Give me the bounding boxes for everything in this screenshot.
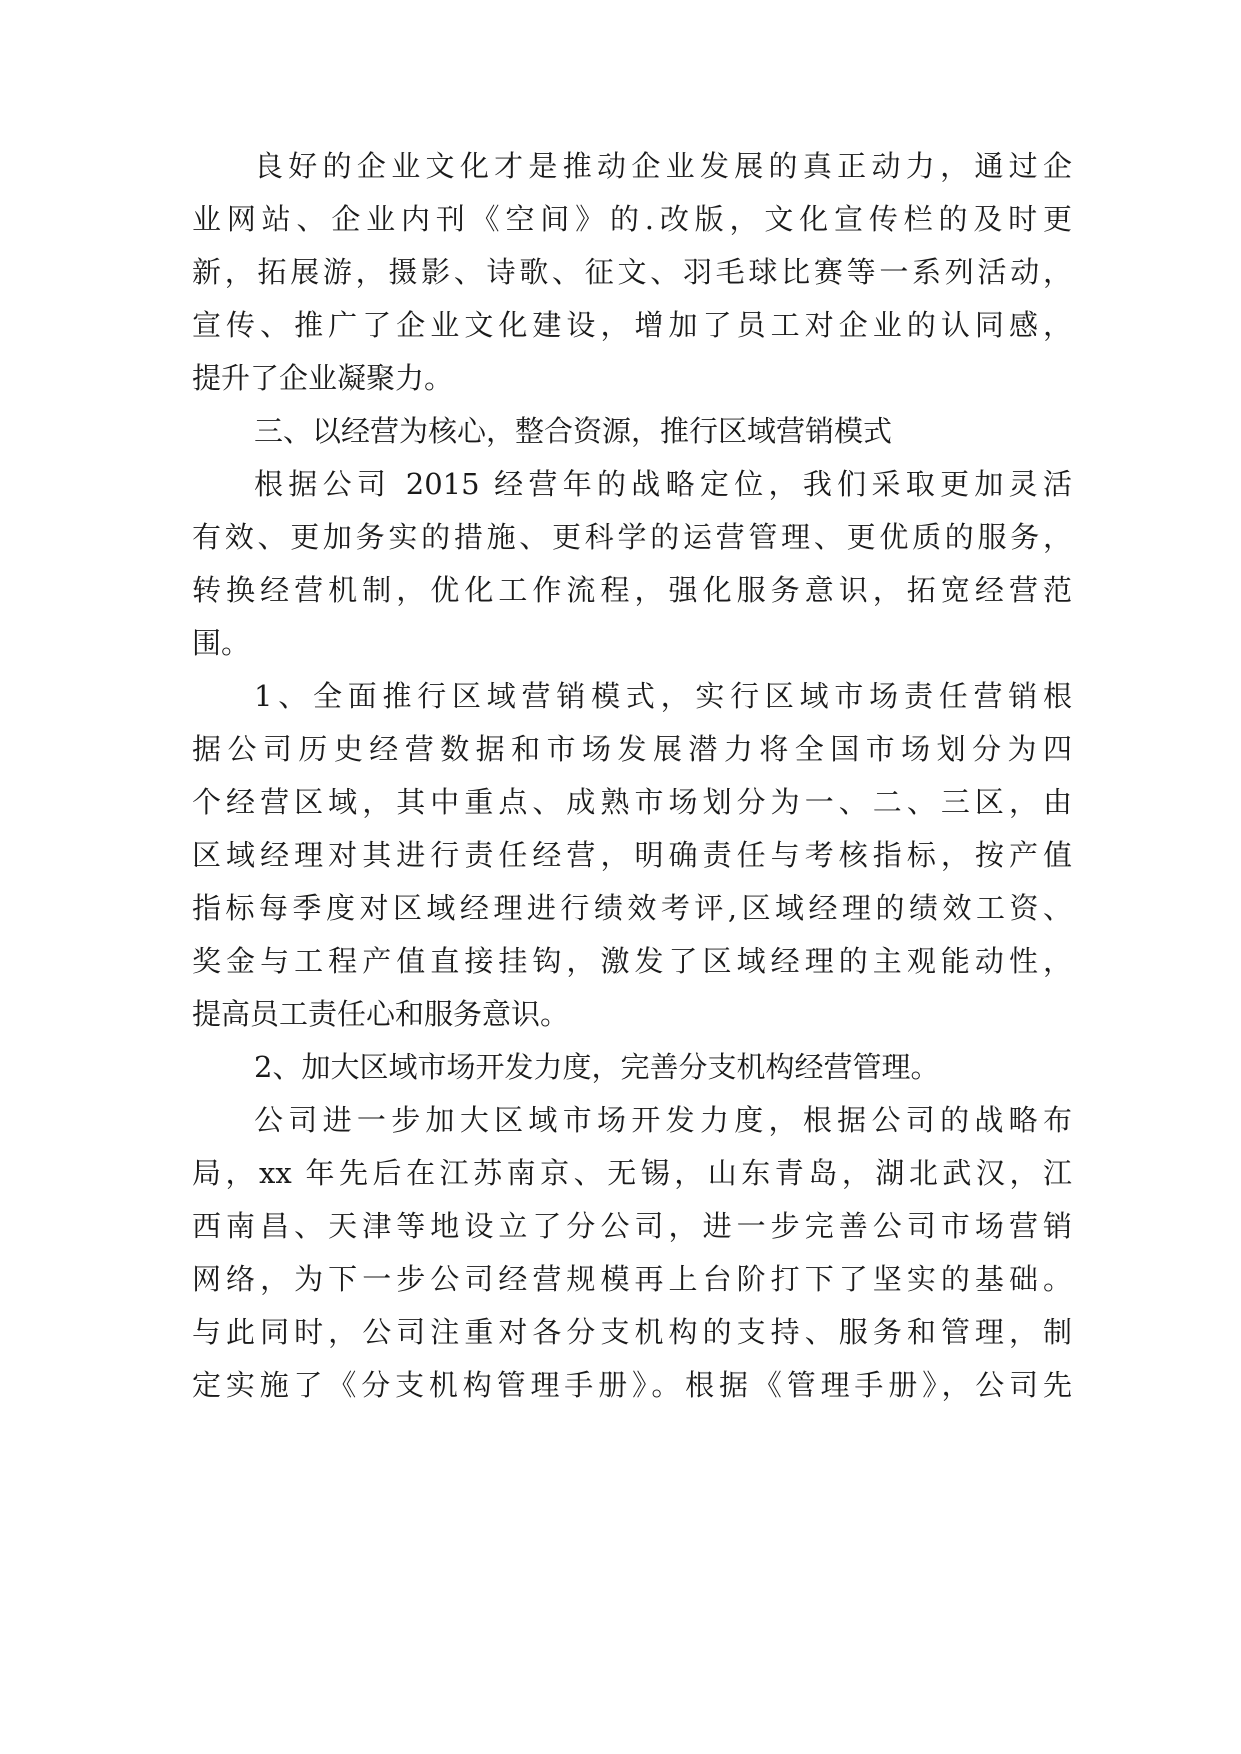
text-line: 转换经营机制，优化工作流程，强化服务意识，拓宽经营范 [192,573,1072,607]
text-line: 与此同时，公司注重对各分支机构的支持、服务和管理，制 [192,1315,1072,1349]
text-line: 提高员工责任心和服务意识。 [192,997,570,1031]
text-line: 西南昌、天津等地设立了分公司，进一步完善公司市场营销 [192,1209,1072,1243]
text-line: 宣传、推广了企业文化建设，增加了员工对企业的认同感， [192,308,1072,342]
text-line: 良好的企业文化才是推动企业发展的真正动力，通过企 [254,149,1072,183]
text-line: 1、全面推行区域营销模式，实行区域市场责任营销根 [254,679,1072,713]
text-line: 围。 [192,626,251,660]
section-heading: 三、以经营为核心，整合资源，推行区域营销模式 [254,414,893,448]
text-line: 新，拓展游，摄影、诗歌、征文、羽毛球比赛等一系列活动， [192,255,1072,289]
text-line: 定实施了《分支机构管理手册》。根据《管理手册》，公司先 [192,1368,1072,1402]
text-line: 有效、更加务实的措施、更科学的运营管理、更优质的服务， [192,520,1072,554]
text-line: 网络，为下一步公司经营规模再上台阶打下了坚实的基础。 [192,1262,1072,1296]
text-line: 根据公司 2015 经营年的战略定位，我们采取更加灵活 [254,467,1072,501]
text-line: 提升了企业凝聚力。 [192,361,454,395]
text-line: 区域经理对其进行责任经营，明确责任与考核指标，按产值 [192,838,1072,872]
text-line: 局，xx 年先后在江苏南京、无锡，山东青岛，湖北武汉，江 [192,1156,1072,1190]
text-line: 个经营区域，其中重点、成熟市场划分为一、二、三区，由 [192,785,1072,819]
text-line: 指标每季度对区域经理进行绩效考评,区域经理的绩效工资、 [192,891,1072,925]
text-line: 业网站、企业内刊《空间》的.改版，文化宣传栏的及时更 [192,202,1072,236]
text-line: 奖金与工程产值直接挂钩，激发了区域经理的主观能动性， [192,944,1072,978]
text-line: 公司进一步加大区域市场开发力度，根据公司的战略布 [254,1103,1072,1137]
subsection-heading: 2、加大区域市场开发力度，完善分支机构经营管理。 [254,1050,940,1084]
text-line: 据公司历史经营数据和市场发展潜力将全国市场划分为四 [192,732,1072,766]
